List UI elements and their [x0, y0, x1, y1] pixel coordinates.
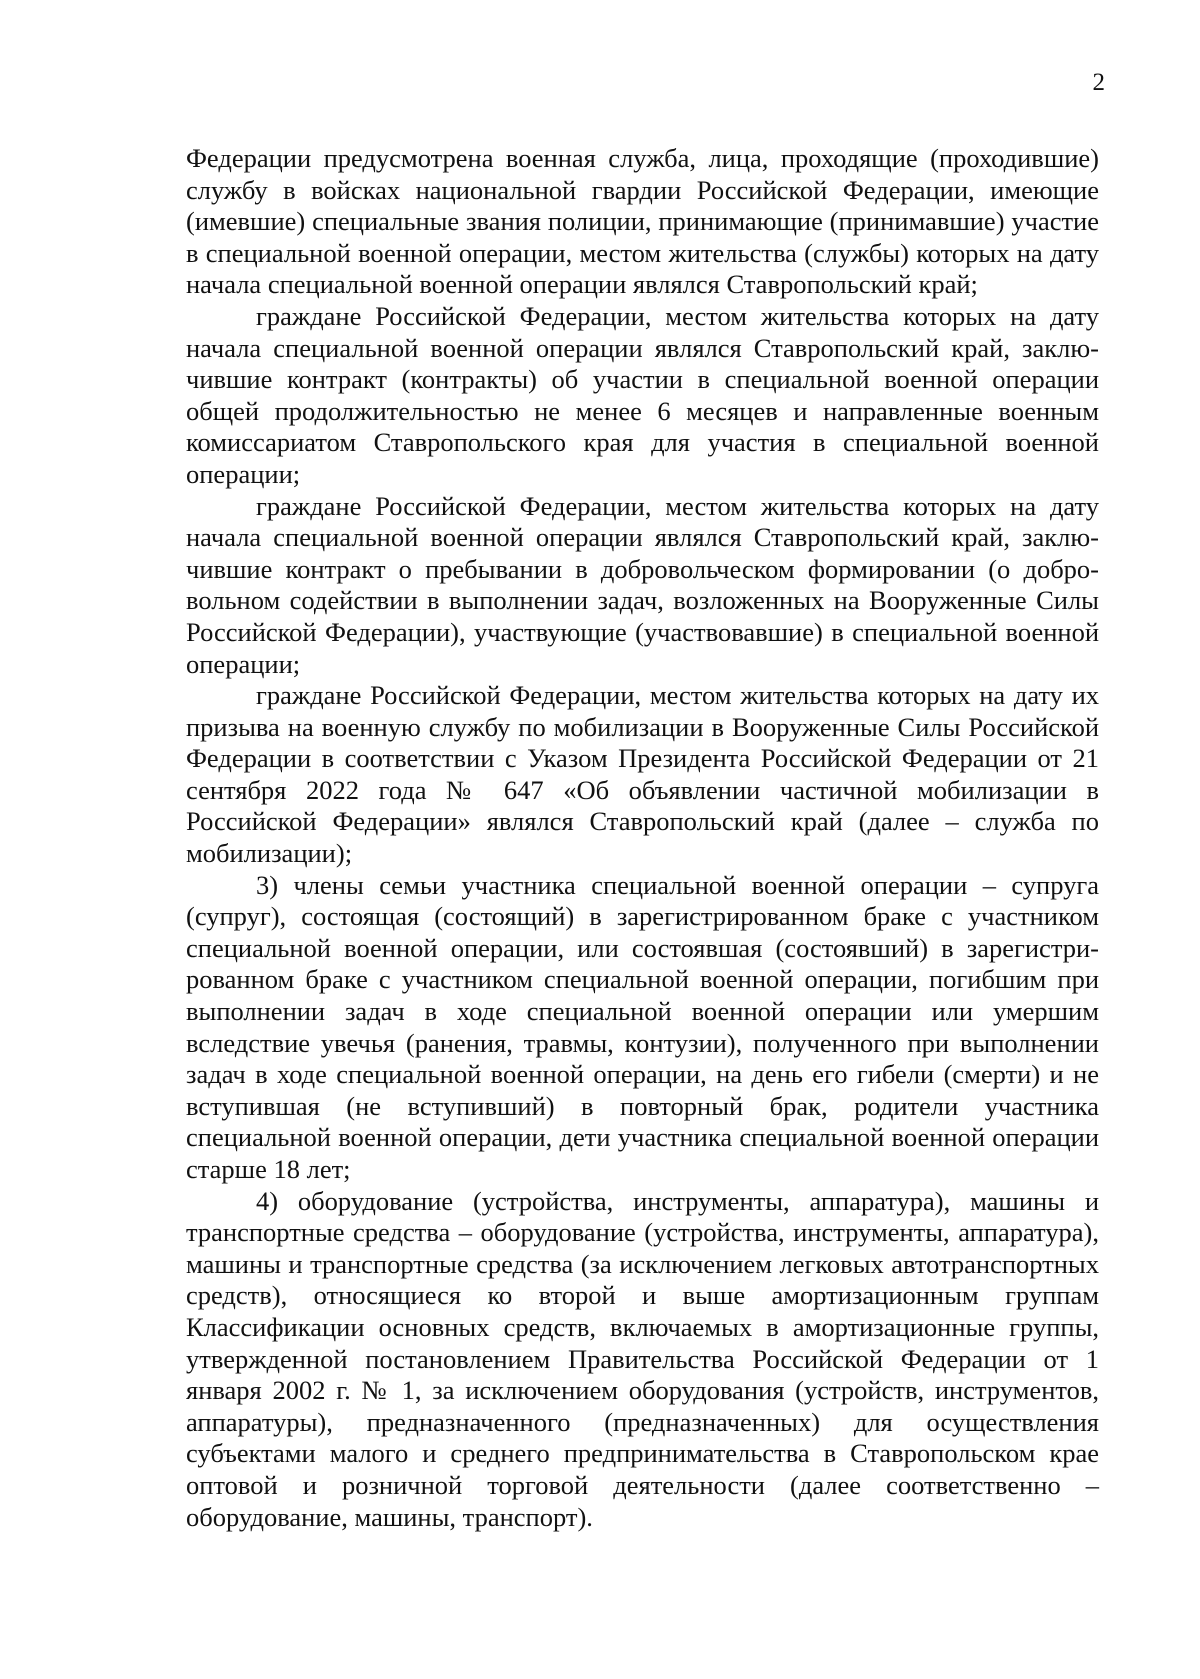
page-number: 2 [1092, 69, 1105, 96]
paragraph-equipment: 4) оборудование (устройства, инструменты, аппаратура), машины и транспортные средства – оборудование (устройства, инструменты, аппаратура), машины и транспортные средства (за исключением легковых автотранспортных средств), относящиеся ко второй и выше амортизационным группам Классификации основных средств, включаемых в амортизационные группы, утвержденной постановлением Правительства Российской Федерации от 1 января 2002 г. № 1, за исключением оборудования (устройств, инструментов, аппаратуры), предназначенного (предназначенных) для осуществления субъектами малого и среднего предпринимательства в Ставропольском крае оптовой и розничной торговой деятельности (далее соответственно – оборудование, машины, транспорт). [186, 1185, 1099, 1532]
paragraph-volunteer-formation: граждане Российской Федерации, местом жительства которых на дату начала специальной военной операции являлся Ставропольский край, заключившие контракт о пребывании в добровольческом формировании (о добровольном содействии в выполнении задач, возложенных на Вооруженные Силы Российской Федерации), участвующие (участвовавшие) в специальной военной операции; [186, 490, 1099, 679]
paragraph-contract-participants: граждане Российской Федерации, местом жительства которых на дату начала специальной военной операции являлся Ставропольский край, заключившие контракт (контракты) об участии в специальной военной операции общей продолжительностью не менее 6 месяцев и направленные военным комиссариатом Ставропольского края для участия в специальной военной операции; [186, 300, 1099, 489]
paragraph-family-members: 3) члены семьи участника специальной военной операции – супруга (супруг), состоящая (состоящий) в зарегистрированном браке с участником специальной военной операции, или состоявшая (состоявший) в зарегистрированном браке с участником специальной военной операции, погибшим при выполнении задач в ходе специальной военной операции или умершим вследствие увечья (ранения, травмы, контузии), полученного при выполнении задач в ходе специальной военной операции, на день его гибели (смерти) и не вступившая (не вступивший) в повторный брак, родители участника специальной военной операции, дети участника специальной военной операции старше 18 лет; [186, 869, 1099, 1184]
paragraph-mobilization: граждане Российской Федерации, местом жительства которых на дату их призыва на военную службу по мобилизации в Вооруженные Силы Российской Федерации в соответствии с Указом Президента Российской Федерации от 21 сентября 2022 года № 647 «Об объявлении частичной мобилизации в Российской Федерации» являлся Ставропольский край (далее – служба по мобилизации); [186, 680, 1099, 869]
paragraph-continuation: Федерации предусмотрена военная служба, лица, проходящие (проходившие) службу в войсках национальной гвардии Российской Федерации, имеющие (имевшие) специальные звания полиции, принимающие (принимавшие) участие в специальной военной операции, местом жительства (службы) которых на дату начала специальной военной операции являлся Ставропольский край; [186, 143, 1099, 300]
document-body [186, 143, 1099, 1533]
